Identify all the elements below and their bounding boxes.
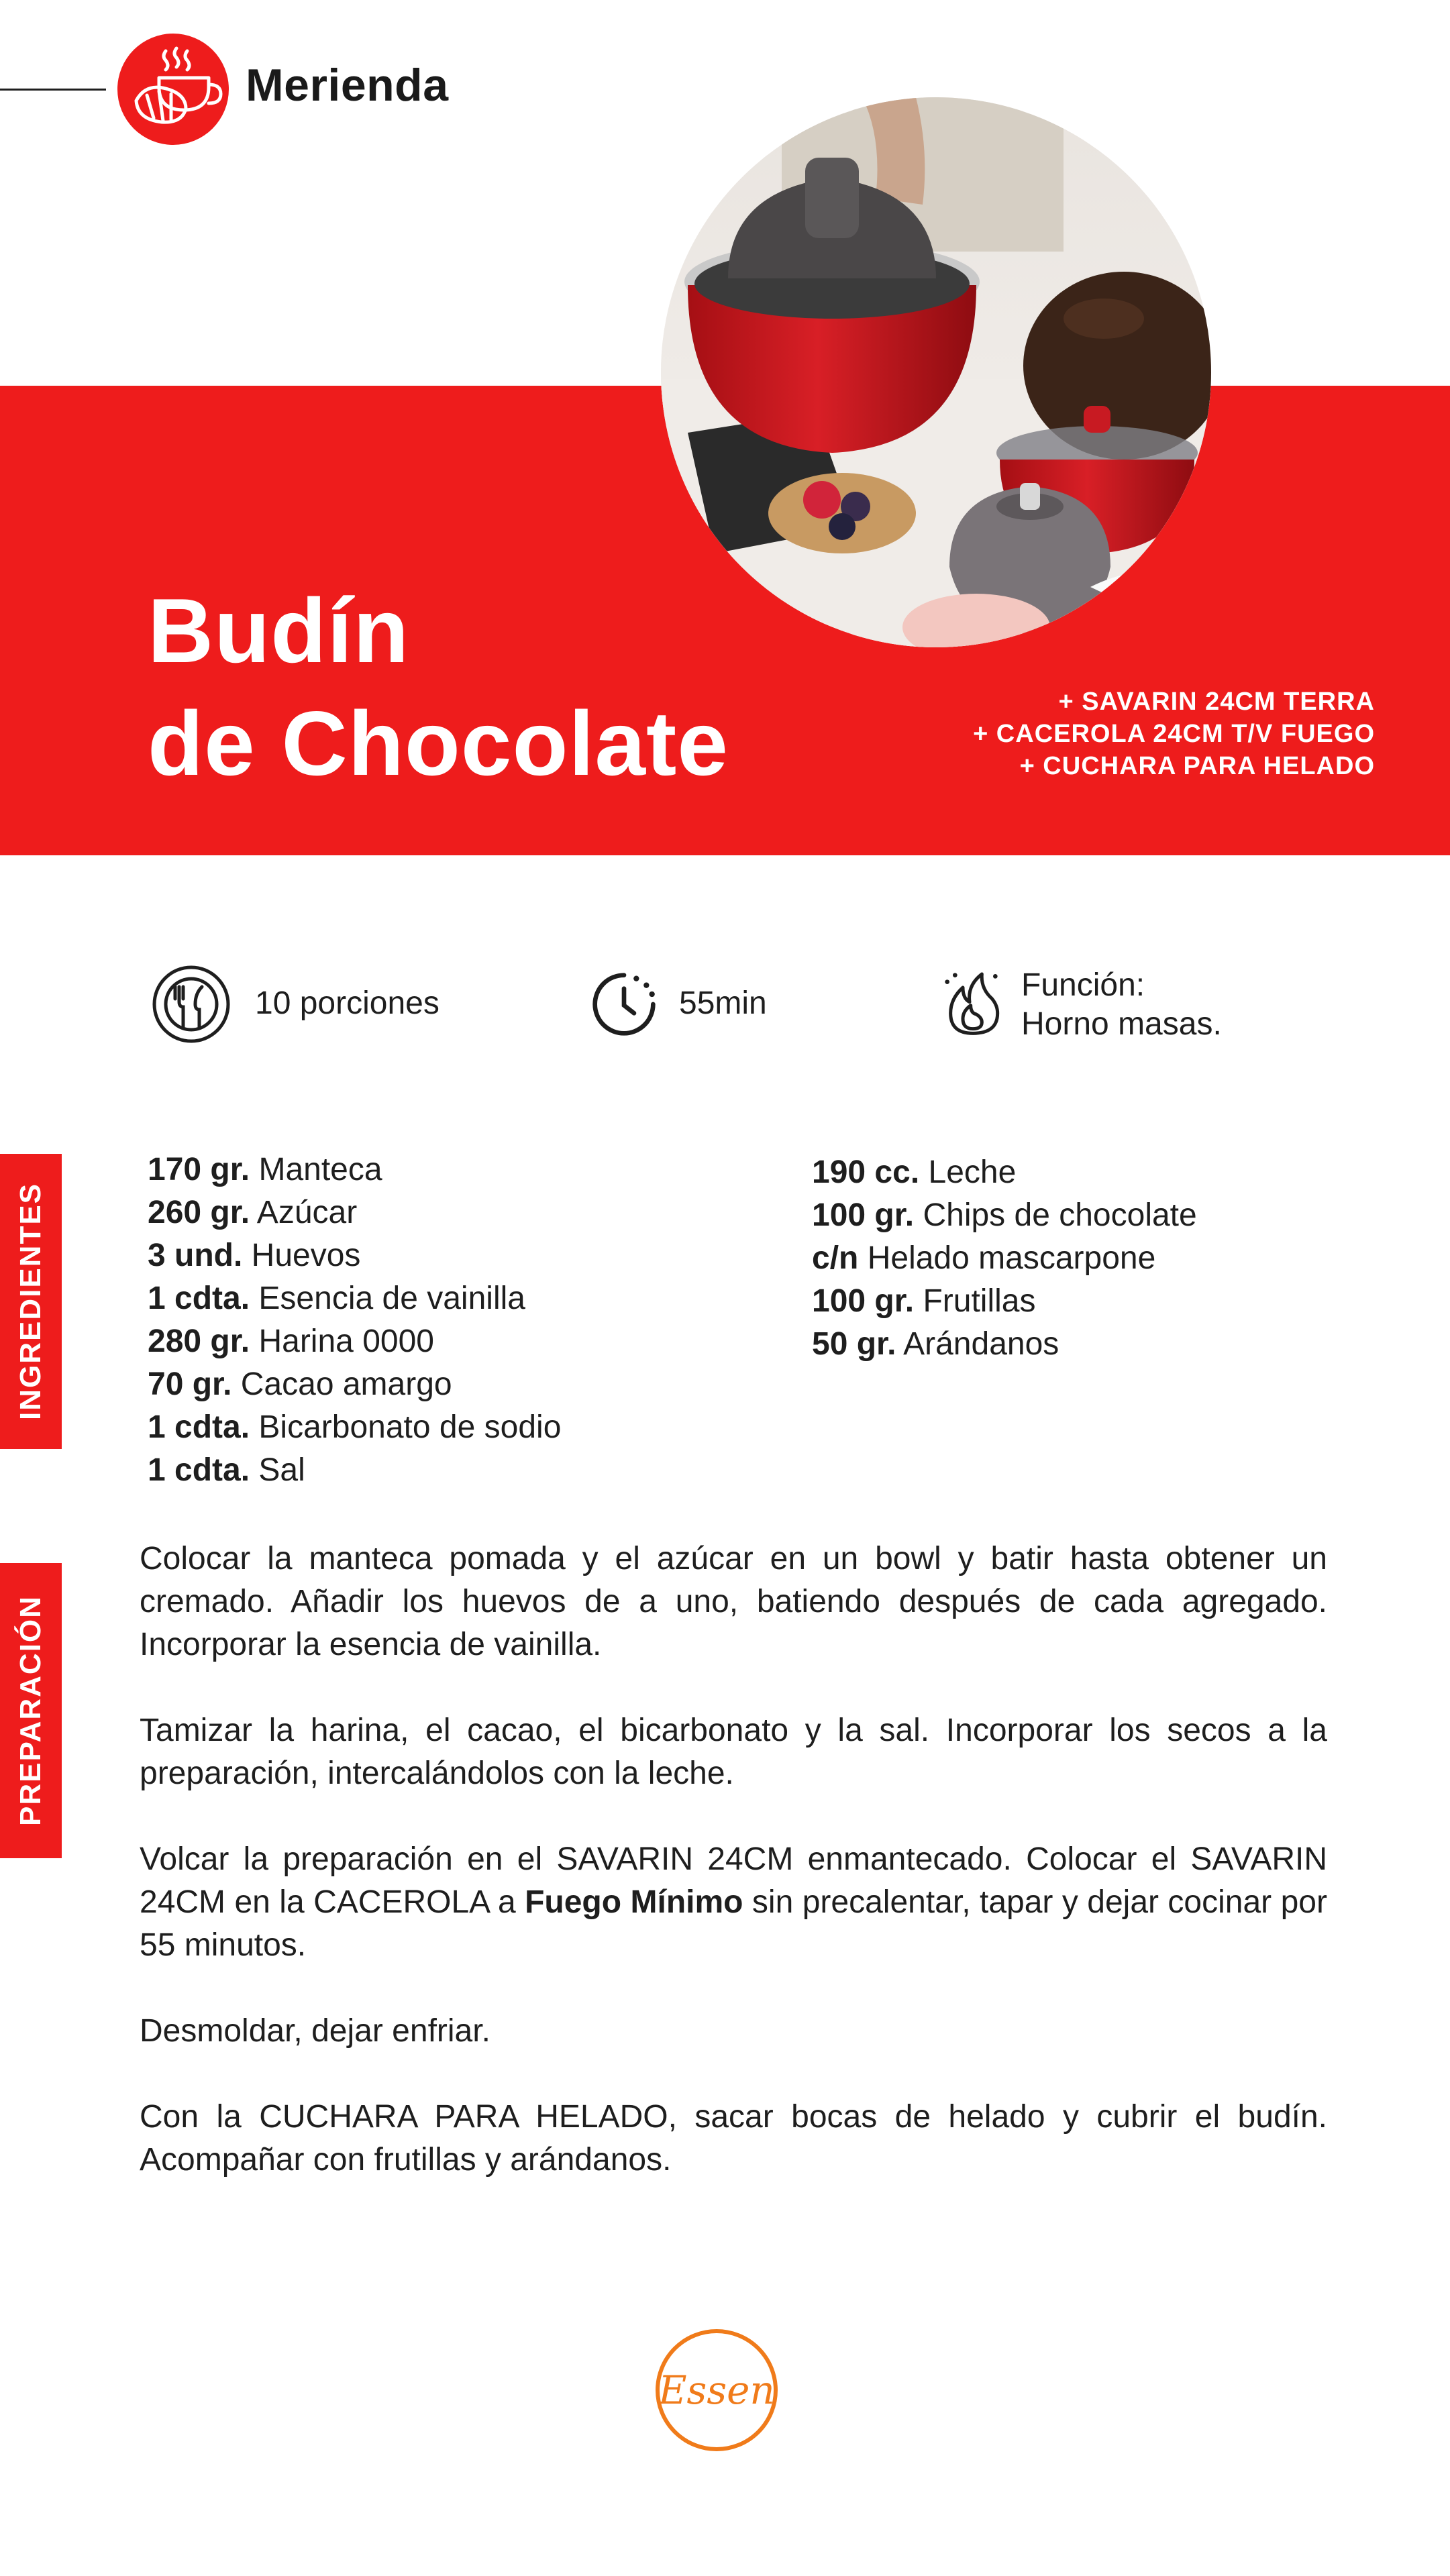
ingredient-name: Leche bbox=[928, 1155, 1017, 1190]
ingredient-row bbox=[148, 1406, 561, 1449]
ingredient-row bbox=[812, 1151, 1197, 1194]
essen-logo bbox=[651, 2324, 782, 2456]
ingredient-name: Sal bbox=[258, 1452, 305, 1488]
ingredient-row bbox=[812, 1237, 1197, 1280]
ingredient-name: Arándanos bbox=[903, 1326, 1059, 1362]
ingredient-qty: 280 gr. bbox=[148, 1324, 250, 1359]
prep-paragraph: Con la CUCHARA PARA HELADO, sacar bocas de helado y cubrir el budín. Acompañar con frutillas y arándanos. bbox=[140, 2099, 1327, 2178]
category-title: Merienda bbox=[246, 60, 449, 111]
ingredient-name: Frutillas bbox=[923, 1283, 1036, 1319]
ingredient-name: Harina 0000 bbox=[258, 1324, 434, 1359]
ingredient-row bbox=[148, 1320, 561, 1363]
ingredient-row bbox=[148, 1363, 561, 1406]
ingredient-row bbox=[812, 1323, 1197, 1366]
plate-cutlery-icon bbox=[151, 964, 231, 1044]
preparation-steps bbox=[140, 1538, 1327, 2224]
ingredients-column-2 bbox=[812, 1151, 1197, 1366]
ingredient-row bbox=[148, 1191, 561, 1234]
flame-icon bbox=[939, 971, 1006, 1038]
time-text: 55min bbox=[679, 985, 767, 1021]
ingredient-qty: 70 gr. bbox=[148, 1366, 232, 1402]
ingredient-qty: 100 gr. bbox=[812, 1283, 915, 1319]
ingredient-row bbox=[148, 1234, 561, 1277]
header-rule bbox=[0, 89, 106, 91]
ingredient-row bbox=[812, 1280, 1197, 1323]
ingredient-qty: 50 gr. bbox=[812, 1326, 896, 1362]
ingredient-name: Manteca bbox=[258, 1152, 382, 1187]
ingredient-name: Esencia de vainilla bbox=[258, 1281, 525, 1316]
function-label: Función: bbox=[1021, 967, 1145, 1003]
ingredient-qty: 1 cdta. bbox=[148, 1452, 250, 1488]
recipe-title-line2: de Chocolate bbox=[148, 692, 729, 794]
ingredient-row bbox=[148, 1148, 561, 1191]
ingredient-qty: 100 gr. bbox=[812, 1197, 915, 1233]
product-item: + CUCHARA PARA HELADO bbox=[1019, 752, 1375, 780]
prep-paragraph: Colocar la manteca pomada y el azúcar en un bowl y batir hasta obtener un cremado. Añadir los huevos de a uno, batiendo después de cada agregado. Incorporar la esencia de vainilla. bbox=[140, 1541, 1327, 1662]
product-photo bbox=[661, 97, 1211, 647]
ingredient-row bbox=[812, 1194, 1197, 1237]
category-badge bbox=[117, 34, 229, 145]
ingredient-qty: 3 und. bbox=[148, 1238, 243, 1273]
product-list bbox=[973, 686, 1375, 782]
ingredient-qty: 190 cc. bbox=[812, 1155, 920, 1190]
prep-text: sin precalentar, tapar y dejar cocinar por 55 minutos. bbox=[140, 1884, 1327, 1963]
preparation-tab bbox=[0, 1563, 62, 1858]
preparation-label: PREPARACIÓN bbox=[14, 1595, 47, 1826]
ingredients-tab bbox=[0, 1154, 62, 1449]
prep-paragraph: Tamizar la harina, el cacao, el bicarbonato y la sal. Incorporar los secos a la preparación, intercalándolos con la leche. bbox=[140, 1713, 1327, 1791]
ingredient-name: Chips de chocolate bbox=[923, 1197, 1197, 1233]
prep-paragraph bbox=[140, 1838, 1327, 1967]
ingredient-name: Huevos bbox=[251, 1238, 361, 1273]
ingredient-row bbox=[148, 1449, 561, 1492]
ingredient-qty: 1 cdta. bbox=[148, 1281, 250, 1316]
logo-text: Essen bbox=[658, 2367, 775, 2413]
ingredient-name: Bicarbonato de sodio bbox=[258, 1409, 562, 1445]
ingredient-qty: 1 cdta. bbox=[148, 1409, 250, 1445]
ingredient-qty: 260 gr. bbox=[148, 1195, 250, 1230]
function-info bbox=[1021, 966, 1222, 1044]
coffee-croissant-icon bbox=[117, 34, 229, 145]
recipe-title-line1: Budín bbox=[148, 580, 410, 682]
ingredient-name: Helado mascarpone bbox=[867, 1240, 1156, 1276]
product-item: + CACEROLA 24CM T/V FUEGO bbox=[973, 720, 1375, 748]
clock-icon bbox=[590, 971, 658, 1038]
product-item: + SAVARIN 24CM TERRA bbox=[1058, 688, 1375, 716]
function-value: Horno masas. bbox=[1021, 1006, 1222, 1042]
ingredient-qty: c/n bbox=[812, 1240, 859, 1276]
ingredients-label: INGREDIENTES bbox=[14, 1182, 47, 1421]
prep-bold-text: Fuego Mínimo bbox=[525, 1884, 743, 1920]
ingredient-row bbox=[148, 1277, 561, 1320]
ingredient-name: Azúcar bbox=[256, 1195, 358, 1230]
ingredient-name: Cacao amargo bbox=[240, 1366, 452, 1402]
prep-paragraph: Desmoldar, dejar enfriar. bbox=[140, 2013, 490, 2049]
ingredients-column-1 bbox=[148, 1148, 561, 1492]
product-photo-illustration bbox=[661, 97, 1211, 647]
prep-text: Volcar la preparación en el SAVARIN 24CM enmantecado. Colocar el SAVARIN 24CM en la CACEROLA a bbox=[140, 1841, 1327, 1920]
portions-text: 10 porciones bbox=[255, 985, 439, 1021]
ingredient-qty: 170 gr. bbox=[148, 1152, 250, 1187]
